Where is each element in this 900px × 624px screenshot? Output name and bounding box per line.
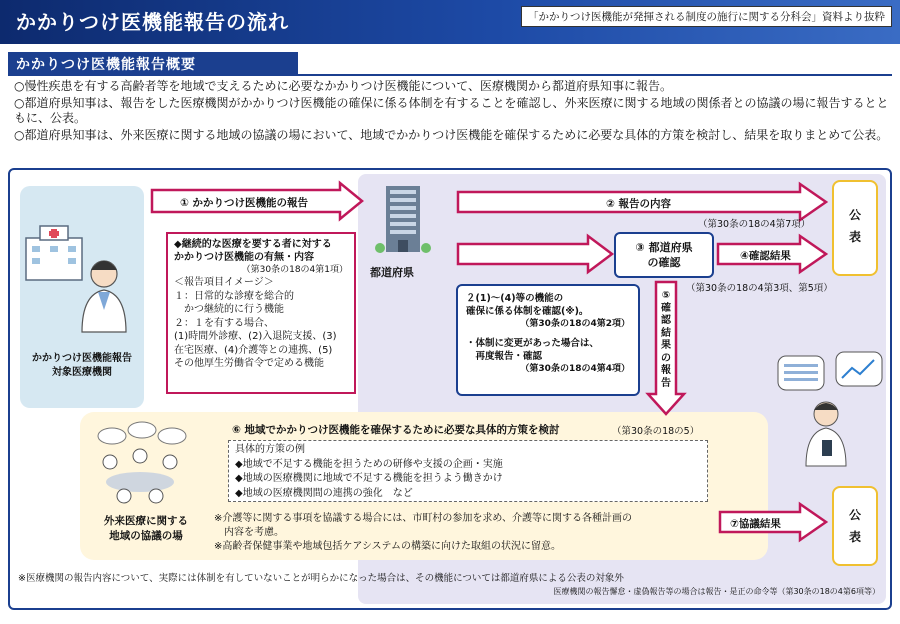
confirm-detail-ref2: （第30条の18の4第4項） — [520, 364, 630, 374]
step4-ref: （第30条の18の4第3項、第5項） — [686, 283, 833, 294]
report-content-ref: （第30条の18の4第1項） — [241, 265, 348, 275]
step6-ref: （第30条の18の5） — [612, 426, 700, 437]
overview-item-3: ○都道府県知事は、外来医療に関する地域の協議の場において、地域でかかりつけ医機能を確保するために必要な具体的方策を検討し、結果を取りまとめて公表。 — [14, 128, 889, 142]
publish-box-top: 公 表 — [832, 180, 878, 276]
building-icon — [375, 186, 431, 253]
overview-item-1: ○慢性疾患を有する高齢者等を地域で支えるために必要なかかりつけ医機能について、医療機関から都道府県知事に報告。 — [14, 79, 672, 93]
overview-title: かかりつけ医機能報告概要 — [8, 52, 298, 74]
report-content-head: ◆継続的な医療を要する者に対する かかりつけ医機能の有無・内容 — [174, 239, 332, 263]
step2-label: ② 報告の内容 — [606, 198, 672, 210]
prefecture-label: 都道府県 — [370, 266, 414, 279]
footnote-2: 医療機関の報告懈怠・虚偽報告等の場合は報告・是正の命令等（第30条の18の4第6項等） — [553, 587, 880, 596]
to-confirm-arrow — [458, 236, 612, 272]
overview-item-2: ○都道府県知事は、報告をした医療機関がかかりつけ医機能の確保に係る体制を有することを確認し、外来医療に関する地域の関係者との協議の場に報告するとともに、公表。 — [14, 96, 889, 125]
meeting-notes: ※介護等に関する事項を協議する場合には、市町村の参加を求め、介護等に関する各種計画の 内容を考慮。 ※高齢者保健事業や地域包括ケアシステムの構築に向けた取組の状況に留意。 — [214, 513, 632, 552]
step5-label: ⑤ 確 認 結 果 の 報 告 — [661, 290, 671, 389]
source-note: 「かかりつけ医機能が発揮される制度の施行に関する分科会」資料より抜粋 — [521, 6, 892, 27]
doctor-icon — [82, 261, 126, 332]
publish-box-bottom: 公 表 — [832, 486, 878, 566]
confirm-detail-line2: ・体制に変更があった場合は、 再度報告・確認 — [466, 338, 599, 362]
step4-label: ④確認結果 — [740, 250, 791, 262]
confirm-detail-box — [456, 284, 640, 396]
confirm-step-box: ③ 都道府県 の確認 — [614, 232, 714, 278]
page-title: かかりつけ医機能報告の流れ — [16, 10, 289, 34]
step2-ref: （第30条の18の4第7項） — [698, 219, 811, 230]
hospital-icon — [26, 226, 82, 280]
footnote: ※医療機関の報告内容について、実際には体制を有していないことが明らかになった場合は、その機能については都道府県による公表の対象外 — [18, 573, 624, 584]
step6-label: ⑥ 地域でかかりつけ医機能を確保するために必要な具体的方策を検討 — [232, 424, 560, 436]
step1-label: ① かかりつけ医機能の報告 — [180, 197, 309, 209]
confirm-detail-ref1: （第30条の18の4第2項） — [520, 319, 630, 329]
step7-label: ⑦協議結果 — [730, 518, 781, 530]
citizen-icon — [778, 352, 882, 466]
report-content-body: ＜報告項目イメージ＞ １：日常的な診療を総合的 かつ継続的に行う機能 ２：１を有する場合、 (1)時間外診療、(2)入退院支援、(3) 在宅医療、(4)介護等との連携、(5) その他厚生労働省令で定める機能 — [174, 277, 337, 369]
meeting-label: 外来医療に関する 地域の協議の場 — [104, 515, 188, 542]
measures-box: 具体的方策の例 ◆地域で不足する機能を担うための研修や支援の企画・実施 ◆地域の医療機関に地域で不足する機能を担うよう働きかけ ◆地域の医療機関間の連携の強化 など — [228, 440, 708, 502]
meeting-icon — [98, 422, 186, 503]
confirm-detail-line1: ２(1)～(4)等の機能の 確保に係る体制を確認(※)。 — [466, 293, 589, 317]
institution-label: かかりつけ医機能報告 対象医療機関 — [32, 353, 132, 378]
report-content-box — [166, 232, 356, 394]
